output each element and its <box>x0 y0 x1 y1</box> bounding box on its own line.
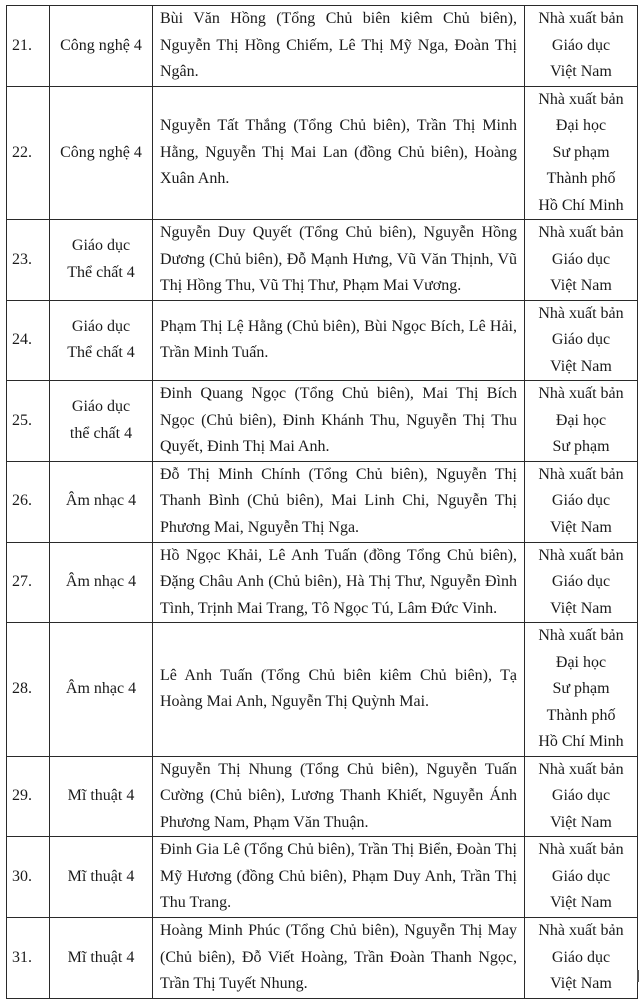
book-title-line: Mĩ thuật 4 <box>67 867 135 885</box>
book-title <box>50 542 153 623</box>
publisher-line: Giáo dục <box>551 867 611 885</box>
publisher <box>525 381 638 462</box>
row-number: 28. <box>7 623 50 757</box>
publisher-line: Nhà xuất bản <box>538 465 624 483</box>
row-number: 30. <box>7 837 50 918</box>
book-title <box>50 461 153 542</box>
publisher <box>525 6 638 87</box>
publisher-line: Hồ Chí Minh <box>538 733 624 750</box>
publisher-line: Sư phạm <box>552 680 610 697</box>
book-title-line: Giáo dục <box>71 237 131 255</box>
book-title-line: Mĩ thuật 4 <box>67 948 135 966</box>
publisher-line: Việt Nam <box>550 599 612 617</box>
book-title-line: Thể chất 4 <box>67 263 135 281</box>
publisher-line: Nhà xuất bản <box>538 10 624 27</box>
book-title <box>50 837 153 918</box>
book-authors: Nguyễn Tất Thắng (Tổng Chủ biên), Trần Thị Minh Hằng, Nguyễn Thị Mai Lan (đồng Chủ biên), Hoàng Xuân Anh. <box>153 86 525 220</box>
book-title <box>50 381 153 462</box>
book-title <box>50 86 153 220</box>
row-number: 24. <box>7 300 50 381</box>
publisher <box>525 461 638 542</box>
book-title-line: Giáo dục <box>71 398 131 416</box>
publisher-line: Nhà xuất bản <box>538 304 624 322</box>
publisher <box>525 756 638 837</box>
publisher <box>525 300 638 381</box>
row-number: 22. <box>7 86 50 220</box>
textbook-table <box>6 5 638 999</box>
publisher-line: Đại học <box>555 117 607 134</box>
book-authors: Đinh Quang Ngọc (Tổng Chủ biên), Mai Thị Bích Ngọc (Chủ biên), Đinh Khánh Thu, Nguyễn Thị Thu Quyết, Đinh Thị Mai Anh. <box>153 381 525 462</box>
publisher-line: Việt Nam <box>550 813 612 831</box>
scan-artifact <box>637 970 639 982</box>
book-authors: Lê Anh Tuấn (Tổng Chủ biên kiêm Chủ biên), Tạ Hoàng Mai Anh, Nguyễn Thị Quỳnh Mai. <box>153 623 525 757</box>
book-title <box>50 220 153 301</box>
book-title <box>50 623 153 757</box>
table-row <box>7 623 638 757</box>
row-number: 25. <box>7 381 50 462</box>
publisher-line: Nhà xuất bản <box>538 224 624 241</box>
book-title-line: Công nghệ 4 <box>60 36 142 54</box>
row-number: 31. <box>7 918 50 999</box>
book-authors: Đỗ Thị Minh Chính (Tổng Chủ biên), Nguyễn Thị Thanh Bình (Chủ biên), Mai Linh Chi, Nguyễn Thị Phương Mai, Nguyễn Thị Nga. <box>153 461 525 542</box>
book-authors: Phạm Thị Lệ Hằng (Chủ biên), Bùi Ngọc Bích, Lê Hải, Trần Minh Tuấn. <box>153 300 525 381</box>
table-row <box>7 461 638 542</box>
book-title-line: Mĩ thuật 4 <box>67 787 135 804</box>
publisher-line: Đại học <box>555 653 607 671</box>
publisher-line: Hồ Chí Minh <box>538 196 624 214</box>
book-authors: Hồ Ngọc Khải, Lê Anh Tuấn (đồng Tổng Chủ biên), Đặng Châu Anh (Chủ biên), Hà Thị Thư, Nguyễn Đình Tình, Trịnh Mai Trang, Tô Ngọc Tú, Lâm Đức Vinh. <box>153 542 525 623</box>
publisher-line: Nhà xuất bản <box>538 90 624 108</box>
publisher-line: Sư phạm <box>552 438 610 455</box>
book-title-line: Công nghệ 4 <box>60 143 142 161</box>
book-title <box>50 756 153 837</box>
publisher-line: Việt Nam <box>550 518 612 536</box>
publisher <box>525 918 638 999</box>
publisher-line: Việt Nam <box>550 63 612 80</box>
publisher-line: Nhà xuất bản <box>538 546 624 564</box>
row-number: 23. <box>7 220 50 301</box>
publisher-line: Đại học <box>555 411 607 429</box>
publisher-line: Thành phố <box>546 706 616 724</box>
book-title-line: Thể chất 4 <box>67 344 135 362</box>
publisher-line: Nhà xuất bản <box>538 760 624 778</box>
book-title <box>50 300 153 381</box>
book-title-line: Giáo dục <box>71 317 131 335</box>
book-title-line: thể chất 4 <box>69 424 133 442</box>
publisher-line: Sư phạm <box>552 143 610 161</box>
table-row <box>7 756 638 837</box>
row-number: 21. <box>7 6 50 87</box>
publisher <box>525 837 638 918</box>
publisher-line: Nhà xuất bản <box>538 627 624 644</box>
table-row <box>7 837 638 918</box>
book-authors: Hoàng Minh Phúc (Tổng Chủ biên), Nguyễn Thị May (Chủ biên), Đỗ Viết Hoàng, Trần Đoàn Thanh Ngọc, Trần Thị Tuyết Nhung. <box>153 918 525 999</box>
publisher <box>525 623 638 757</box>
publisher-line: Việt Nam <box>550 277 612 294</box>
table-row <box>7 6 638 87</box>
publisher <box>525 220 638 301</box>
table-row <box>7 381 638 462</box>
row-number: 27. <box>7 542 50 623</box>
publisher-line: Giáo dục <box>551 787 611 804</box>
publisher-line: Nhà xuất bản <box>538 385 624 402</box>
publisher-line: Giáo dục <box>551 36 611 54</box>
publisher <box>525 86 638 220</box>
publisher-line: Giáo dục <box>551 948 611 966</box>
publisher-line: Nhà xuất bản <box>538 922 624 939</box>
publisher-line: Giáo dục <box>551 573 611 590</box>
publisher-line: Việt Nam <box>550 357 612 375</box>
publisher-line: Nhà xuất bản <box>538 841 624 859</box>
book-title-line: Âm nhạc 4 <box>65 492 137 510</box>
publisher-line: Giáo dục <box>551 250 611 268</box>
book-title <box>50 6 153 87</box>
table-row <box>7 86 638 220</box>
table-row <box>7 542 638 623</box>
book-title <box>50 918 153 999</box>
book-title-line: Âm nhạc 4 <box>65 680 137 697</box>
table-row <box>7 918 638 999</box>
publisher-line: Việt Nam <box>550 975 612 992</box>
book-authors: Nguyễn Duy Quyết (Tổng Chủ biên), Nguyễn Hồng Dương (Chủ biên), Đỗ Mạnh Hưng, Vũ Văn Thịnh, Vũ Thị Hồng Thu, Vũ Thị Thư, Phạm Mai Vương. <box>153 220 525 301</box>
row-number: 26. <box>7 461 50 542</box>
publisher-line: Giáo dục <box>551 492 611 510</box>
book-authors: Đinh Gia Lê (Tổng Chủ biên), Trần Thị Biển, Đoàn Thị Mỹ Hương (đồng Chủ biên), Phạm Duy Anh, Trần Thị Thu Trang. <box>153 837 525 918</box>
row-number: 29. <box>7 756 50 837</box>
book-authors: Bùi Văn Hồng (Tổng Chủ biên kiêm Chủ biên), Nguyễn Thị Hồng Chiếm, Lê Thị Mỹ Nga, Đoàn Thị Ngân. <box>153 6 525 87</box>
table-row <box>7 220 638 301</box>
publisher-line: Giáo dục <box>551 331 611 348</box>
publisher <box>525 542 638 623</box>
book-authors: Nguyễn Thị Nhung (Tổng Chủ biên), Nguyễn Tuấn Cường (Chủ biên), Lương Thanh Khiết, Nguyễn Ánh Phương Nam, Phạm Văn Thuận. <box>153 756 525 837</box>
publisher-line: Việt Nam <box>550 894 612 912</box>
publisher-line: Thành phố <box>546 170 616 187</box>
table-row <box>7 300 638 381</box>
book-title-line: Âm nhạc 4 <box>65 573 137 590</box>
